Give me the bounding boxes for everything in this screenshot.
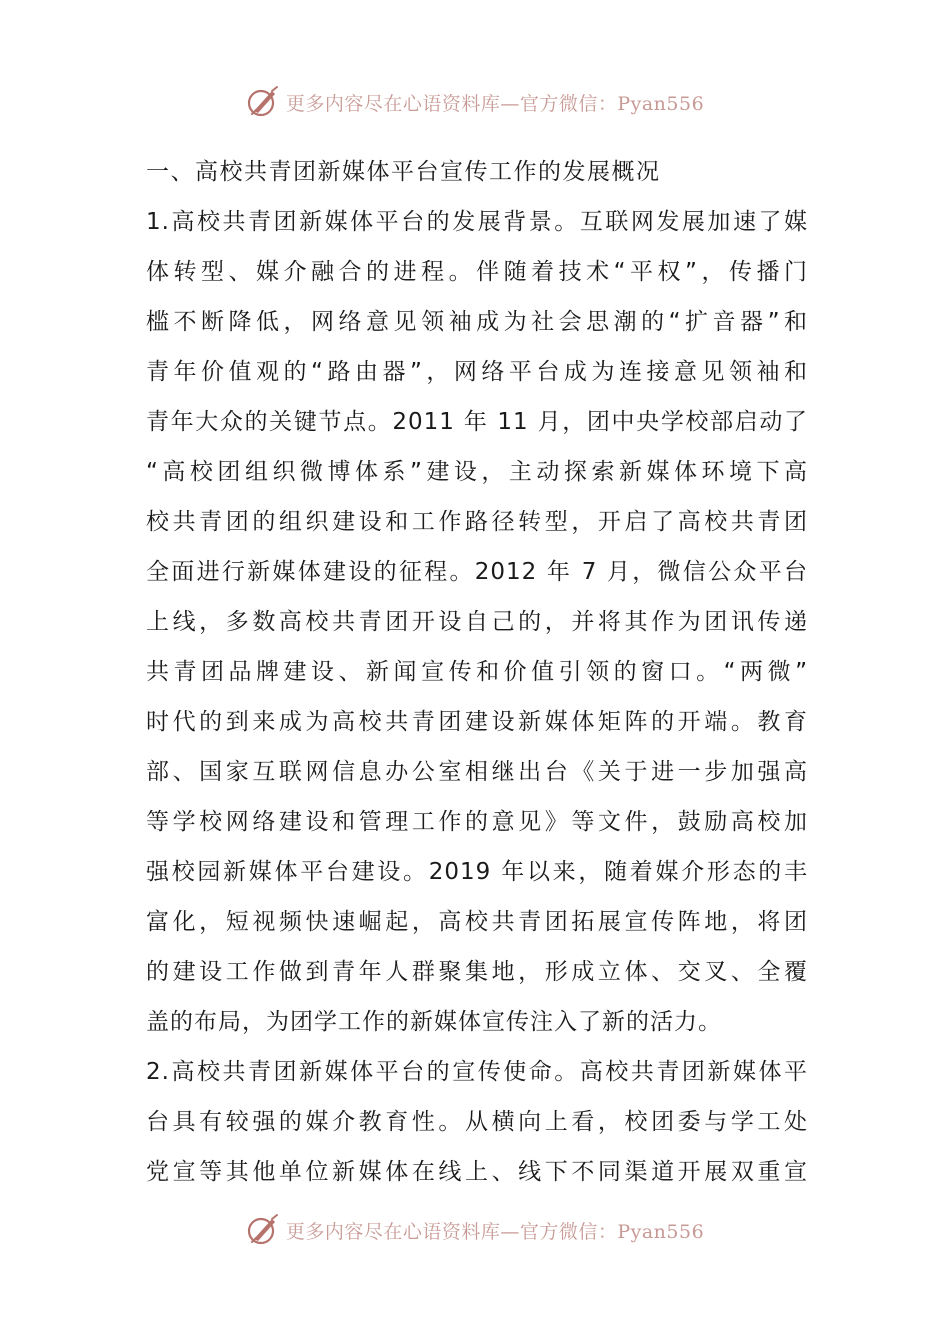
text-line: 体转型、媒介融合的进程。伴随着技术“平权”，传播门	[146, 259, 808, 285]
watermark-text: 更多内容尽在心语资料库—官方微信：Pyan556	[285, 1220, 705, 1243]
paragraph-mission	[146, 1047, 808, 1197]
text-line: 1.高校共青团新媒体平台的发展背景。互联网发展加速了媒	[146, 209, 808, 235]
text-line: 强校园新媒体平台建设。2019 年以来，随着媒介形态的丰	[146, 859, 808, 885]
text-line: 共青团品牌建设、新闻宣传和价值引领的窗口。“两微”	[146, 659, 808, 685]
text-line: 上线，多数高校共青团开设自己的，并将其作为团讯传递	[146, 609, 808, 635]
text-line: 等学校网络建设和管理工作的意见》等文件，鼓励高校加	[146, 809, 808, 835]
text-line: 2.高校共青团新媒体平台的宣传使命。高校共青团新媒体平	[146, 1059, 808, 1085]
text-line: 党宣等其他单位新媒体在线上、线下不同渠道开展双重宣	[146, 1159, 808, 1185]
quill-logo-icon	[246, 85, 280, 119]
section-heading: 一、高校共青团新媒体平台宣传工作的发展概况	[146, 159, 661, 185]
text-line: 校共青团的组织建设和工作路径转型，开启了高校共青团	[146, 509, 808, 535]
text-line: 青年大众的关键节点。2011 年 11 月，团中央学校部启动了	[146, 409, 808, 435]
text-line: 的建设工作做到青年人群聚集地，形成立体、交叉、全覆	[146, 959, 808, 985]
quill-logo-icon	[246, 1213, 280, 1247]
footer-watermark	[0, 1210, 950, 1250]
text-line: 青年价值观的“路由器”，网络平台成为连接意见领袖和	[146, 359, 808, 385]
watermark-text: 更多内容尽在心语资料库—官方微信：Pyan556	[285, 92, 705, 115]
text-line: 全面进行新媒体建设的征程。2012 年 7 月，微信公众平台	[146, 559, 808, 585]
text-line: 台具有较强的媒介教育性。从横向上看，校团委与学工处	[146, 1109, 808, 1135]
document-body	[146, 148, 808, 1197]
text-line: 盖的布局，为团学工作的新媒体宣传注入了新的活力。	[146, 1009, 722, 1035]
text-line: “高校团组织微博体系”建设，主动探索新媒体环境下高	[146, 459, 808, 485]
text-line: 时代的到来成为高校共青团建设新媒体矩阵的开端。教育	[146, 709, 808, 735]
header-watermark	[0, 82, 950, 122]
text-line: 槛不断降低，网络意见领袖成为社会思潮的“扩音器”和	[146, 309, 808, 335]
text-line: 富化，短视频快速崛起，高校共青团拓展宣传阵地，将团	[146, 909, 808, 935]
text-line: 部、国家互联网信息办公室相继出台《关于进一步加强高	[146, 759, 808, 785]
paragraph-background	[146, 197, 808, 1047]
